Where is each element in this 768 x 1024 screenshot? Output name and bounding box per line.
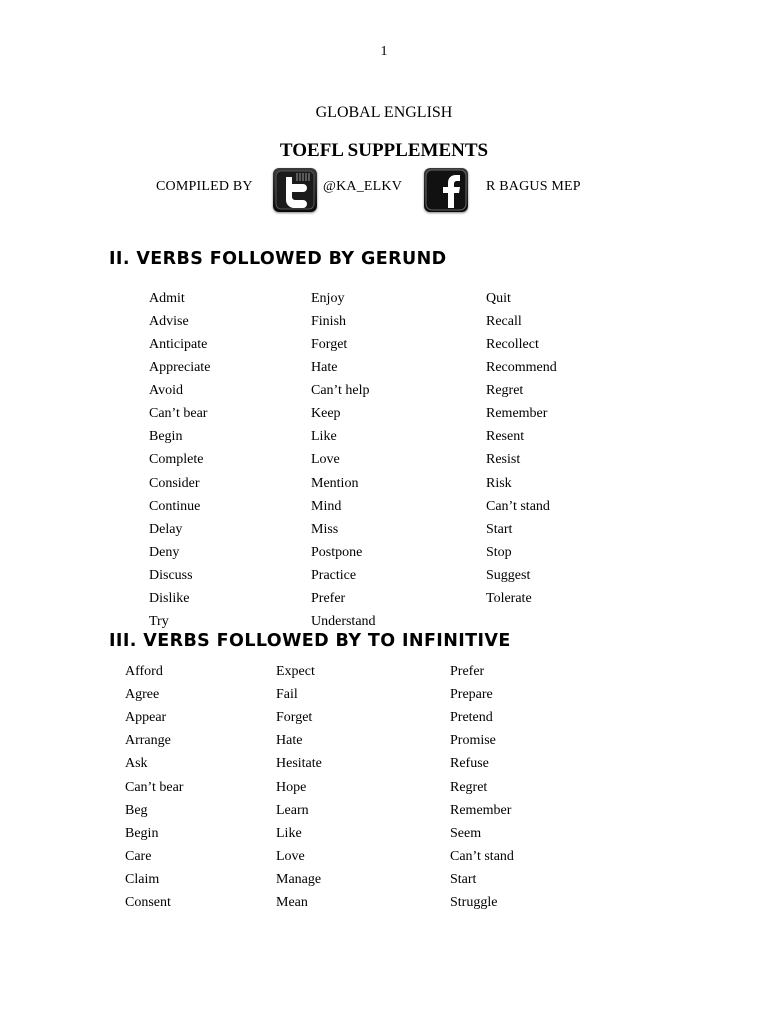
credits-line [0, 168, 768, 212]
verb-item: Arrange [125, 733, 171, 749]
verb-item: Risk [486, 475, 512, 491]
verb-item: Consent [125, 895, 171, 910]
verb-item: Hesitate [276, 756, 322, 772]
verb-item: Remember [486, 406, 548, 422]
verb-item: Postpone [311, 544, 363, 560]
verb-item: Agree [125, 687, 160, 703]
verb-item: Hate [311, 360, 338, 376]
verb-item: Pretend [450, 710, 493, 726]
verb-item: Care [125, 848, 152, 864]
verb-item: Can’t bear [149, 406, 208, 422]
verb-item: Mean [276, 895, 308, 910]
verb-item: Miss [311, 521, 339, 537]
verb-item: Stop [486, 544, 512, 560]
verb-item: Try [149, 613, 169, 629]
verb-item: Appear [125, 710, 167, 726]
verb-item: Mind [311, 498, 342, 514]
verb-item: Begin [149, 429, 183, 445]
verb-item: Delay [149, 521, 183, 537]
verb-item: Admit [149, 291, 185, 306]
section-heading-infinitive: III. VERBS FOLLOWED BY TO INFINITIVE [109, 631, 511, 651]
verb-item: Consider [149, 475, 200, 491]
verb-item: Complete [149, 452, 204, 468]
verb-item: Forget [311, 337, 348, 353]
verb-item: Hate [276, 733, 303, 749]
verb-item: Avoid [149, 383, 183, 399]
verb-item: Prefer [450, 664, 485, 679]
verb-item: Recall [486, 314, 522, 330]
verb-item: Finish [311, 314, 347, 330]
facebook-name: R BAGUS MEP [486, 179, 581, 194]
verb-item: Ask [125, 756, 148, 772]
verb-item: Can’t help [311, 383, 370, 399]
verb-item: Practice [311, 567, 357, 583]
verb-item: Deny [149, 544, 180, 560]
verb-item: Regret [450, 779, 488, 795]
twitter-icon [273, 168, 317, 212]
verb-item: Understand [311, 613, 376, 629]
verb-item: Appreciate [149, 360, 211, 376]
compiled-by-label: COMPILED BY [156, 179, 253, 194]
section-heading-gerund: II. VERBS FOLLOWED BY GERUND [109, 249, 447, 269]
verb-item: Start [486, 521, 513, 537]
facebook-icon [424, 168, 468, 212]
verb-item: Hope [276, 779, 307, 795]
verb-item: Prepare [450, 687, 493, 703]
verb-item: Can’t stand [486, 498, 550, 514]
verb-item: Resist [486, 452, 521, 468]
verb-item: Resent [486, 429, 525, 445]
verb-item: Love [311, 452, 340, 468]
verb-item: Recommend [486, 360, 557, 376]
verb-item: Afford [125, 664, 163, 679]
verb-item: Expect [276, 664, 315, 679]
verb-item: Refuse [450, 756, 489, 772]
verb-item: Regret [486, 383, 524, 399]
verb-item: Claim [125, 871, 160, 887]
verb-item: Advise [149, 314, 189, 330]
verb-item: Fail [276, 687, 298, 703]
verb-item: Manage [276, 871, 322, 887]
verb-item: Love [276, 848, 305, 864]
verb-item: Anticipate [149, 337, 208, 353]
verb-item: Prefer [311, 590, 346, 606]
verb-item: Mention [311, 475, 359, 491]
twitter-handle: @KA_ELKV [323, 179, 403, 194]
org-title: GLOBAL ENGLISH [315, 104, 453, 121]
verb-item: Like [311, 429, 337, 445]
verb-item: Enjoy [311, 291, 345, 306]
verb-item: Start [450, 871, 477, 887]
verb-item: Can’t bear [125, 779, 184, 795]
verb-item: Promise [450, 733, 496, 749]
verb-item: Like [276, 825, 302, 841]
verb-item: Struggle [450, 895, 498, 910]
verb-item: Can’t stand [450, 848, 514, 864]
verb-item: Beg [125, 802, 148, 818]
verb-item: Tolerate [486, 590, 532, 606]
verb-item: Recollect [486, 337, 539, 353]
doc-title: TOEFL SUPPLEMENTS [279, 140, 489, 161]
verb-item: Remember [450, 802, 512, 818]
verb-item: Begin [125, 825, 159, 841]
verb-item: Forget [276, 710, 313, 726]
verb-item: Learn [276, 802, 309, 818]
verb-item: Discuss [149, 567, 193, 583]
verb-item: Dislike [149, 590, 190, 606]
verb-item: Suggest [486, 567, 531, 583]
verb-item: Keep [311, 406, 341, 422]
verb-item: Quit [486, 291, 511, 306]
page-number: 1 [380, 44, 388, 59]
verb-item: Seem [450, 825, 482, 841]
verb-item: Continue [149, 498, 201, 514]
